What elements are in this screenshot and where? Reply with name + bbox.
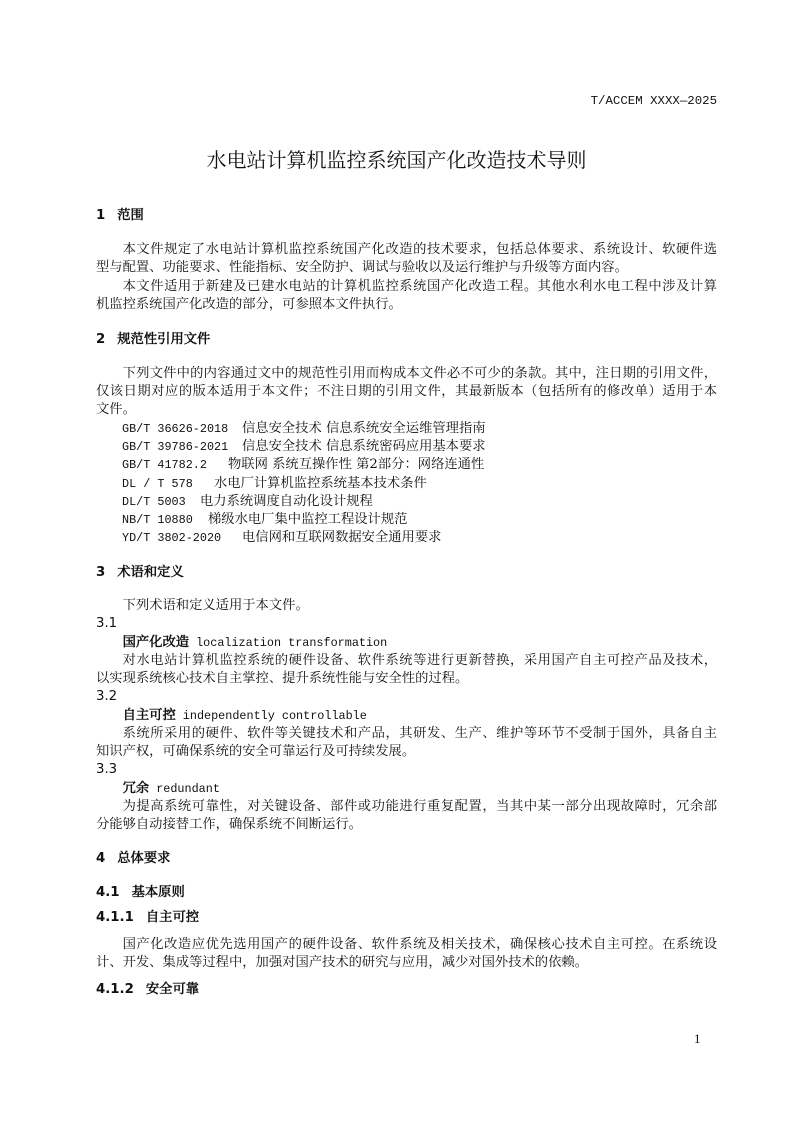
reference-item — [122, 511, 717, 529]
section-title: 范围 — [117, 208, 144, 223]
reference-code: GB/T 39786-2021 — [122, 440, 229, 455]
paragraph-line: 文件。 — [96, 402, 136, 418]
reference-title: 水电厂计算机监控系统基本技术条件 — [214, 475, 427, 491]
section-title: 总体要求 — [117, 851, 171, 866]
paragraph-line: 计、开发、集成等过程中，加强对国产技术的研究与应用，减少对国外技术的依赖。 — [96, 955, 588, 971]
paragraph-line: 仅该日期对应的版本适用于本文件；不注日期的引用文件，其最新版本（包括所有的修改单）适用于本 — [96, 384, 717, 400]
terms-block — [96, 597, 717, 834]
reference-item — [122, 493, 717, 511]
reference-title: 电力系统调度自动化设计规程 — [200, 493, 373, 509]
reference-item — [122, 438, 717, 456]
term-entry — [96, 707, 717, 725]
document-number-header: T/ACCEM XXXX—2025 — [590, 94, 717, 108]
document-title: 水电站计算机监控系统国产化改造技术导则 — [206, 148, 587, 172]
term-chinese: 自主可控 — [122, 707, 176, 723]
term-number: 3.1 — [96, 616, 118, 632]
subsection-title: 基本原则 — [131, 885, 185, 900]
definition-line: 知识产权，可确保系统的安全可靠运行及可持续发展。 — [96, 744, 416, 759]
term-english: localization transformation — [196, 635, 388, 650]
subsection-title: 自主可控 — [145, 910, 200, 925]
definition-line: 以实现系统核心技术自主掌控、提升系统性能与安全性的过程。 — [96, 671, 469, 686]
reference-title: 梯级水电厂集中监控工程设计规范 — [208, 511, 408, 527]
page-number: 1 — [694, 1031, 701, 1046]
definition-line: 系统所采用的硬件、软件等关键技术和产品，其研发、生产、维护等环节不受制于国外，具备自主 — [122, 725, 717, 741]
subsection-heading-independent-control — [96, 909, 717, 927]
definition-line: 对水电站计算机监控系统的硬件设备、软件系统等进行更新替换，采用国产自主可控产品及技术， — [122, 652, 717, 668]
reference-item — [122, 475, 717, 493]
section-number: 2 — [96, 332, 106, 347]
term-number: 3.3 — [96, 762, 118, 778]
section-title: 规范性引用文件 — [117, 332, 211, 347]
reference-code: GB/T 41782.2 — [122, 458, 207, 473]
section-heading-normative-references — [96, 331, 717, 349]
section-heading-scope — [96, 207, 717, 225]
subsection-heading-basic-principles — [96, 884, 717, 902]
reference-title: 信息安全技术 信息系统安全运维管理指南 — [242, 421, 486, 436]
reference-code: YD/T 3802-2020 — [122, 531, 222, 546]
definition-line: 为提高系统可靠性，对关键设备、部件或功能进行重复配置，当其中某一部分出现故障时，冗余部 — [122, 798, 717, 814]
subsection-number: 4.1 — [96, 885, 120, 900]
term-chinese: 国产化改造 — [122, 634, 190, 650]
reference-item — [122, 456, 717, 474]
reference-code: GB/T 36626-2018 — [122, 422, 229, 436]
reference-item — [122, 420, 717, 438]
paragraph-line: 国产化改造应优先选用国产的硬件设备、软件系统及相关技术，确保核心技术自主可控。在系统设 — [122, 937, 717, 952]
paragraph-scope-1 — [96, 241, 717, 277]
reference-title: 电信网和互联网数据安全通用要求 — [242, 530, 442, 546]
section-heading-general-requirements — [96, 850, 717, 868]
definition-line: 分能够自动接替工作，确保系统不间断运行。 — [96, 817, 362, 832]
section-number: 1 — [96, 208, 106, 223]
paragraph-line: 下列文件中的内容通过文中的规范性引用而构成本文件必不可少的条款。其中，注日期的引用文件， — [122, 366, 717, 381]
reference-item — [122, 529, 717, 547]
reference-title: 物联网 系统互操作性 第2部分：网络连通性 — [228, 457, 485, 473]
term-number: 3.2 — [96, 689, 118, 705]
paragraph-independent-control — [96, 936, 717, 972]
reference-code: DL/T 5003 — [122, 494, 186, 509]
reference-list — [122, 420, 717, 547]
reference-code: NB/T 10880 — [122, 512, 193, 527]
reference-code: DL / T 578 — [122, 476, 193, 491]
terms-intro: 下列术语和定义适用于本文件。 — [122, 598, 309, 613]
paragraph-line: 本文件规定了水电站计算机监控系统国产化改造的技术要求，包括总体要求、系统设计、软硬件选 — [122, 242, 717, 257]
paragraph-line: 机监控系统国产化改造的部分，可参照本文件执行。 — [96, 297, 402, 313]
term-chinese: 冗余 — [122, 780, 150, 796]
subsection-number: 4.1.1 — [96, 910, 134, 925]
section-number: 4 — [96, 851, 106, 866]
subsection-title: 安全可靠 — [145, 982, 200, 997]
paragraph-line: 型与配置、功能要求、性能指标、安全防护、调试与验收以及运行维护与升级等方面内容。 — [96, 260, 628, 276]
term-entry — [96, 634, 717, 652]
section-number: 3 — [96, 565, 106, 580]
term-entry — [96, 780, 717, 798]
term-english: independently controllable — [182, 708, 367, 723]
paragraph-references-intro — [96, 365, 717, 420]
section-title: 术语和定义 — [117, 565, 184, 580]
reference-title: 信息安全技术 信息系统密码应用基本要求 — [242, 439, 486, 455]
term-english: redundant — [156, 781, 220, 796]
section-heading-terms-definitions — [96, 564, 717, 582]
subsection-heading-safety-reliability — [96, 981, 717, 999]
paragraph-line: 本文件适用于新建及已建水电站的计算机监控系统国产化改造工程。其他水利水电工程中涉及计算 — [122, 279, 717, 294]
paragraph-scope-2 — [96, 278, 717, 314]
subsection-number: 4.1.2 — [96, 982, 134, 997]
